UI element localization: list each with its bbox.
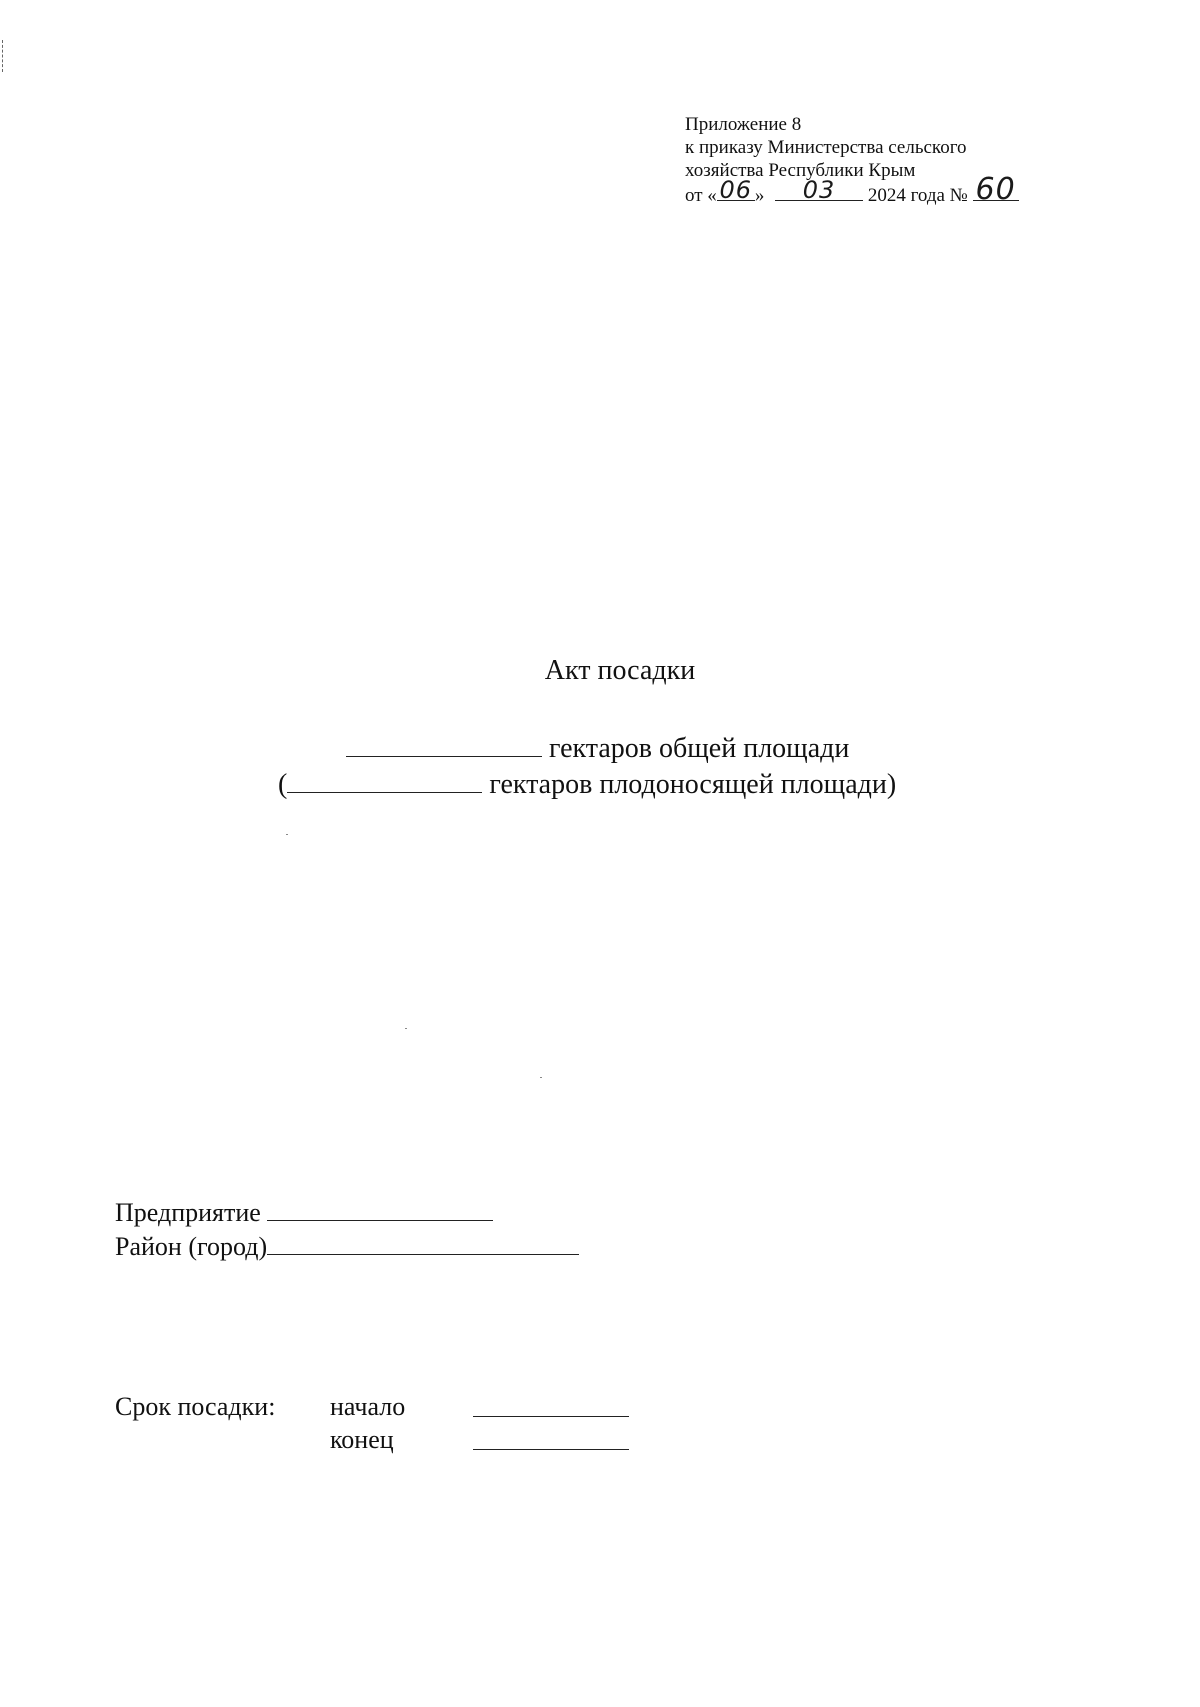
district-label: Район (город) xyxy=(115,1232,268,1261)
planting-end-field xyxy=(473,1425,629,1457)
fruiting-area-line xyxy=(278,766,896,801)
total-area-label: гектаров общей площади xyxy=(549,733,850,764)
year-text: 2024 года № xyxy=(867,185,968,206)
scan-speck xyxy=(286,834,288,835)
document-title: Акт посадки xyxy=(544,655,696,686)
scan-artifact xyxy=(2,40,4,72)
enterprise-blank[interactable] xyxy=(267,1196,493,1221)
district-blank[interactable] xyxy=(267,1230,579,1255)
day-field xyxy=(717,176,755,204)
total-area-line xyxy=(346,730,849,765)
planting-term-label: Срок посадки: xyxy=(115,1392,276,1421)
district-field xyxy=(115,1230,579,1262)
total-area-blank[interactable] xyxy=(346,730,542,757)
planting-start-field xyxy=(473,1392,629,1424)
date-prefix: от « xyxy=(685,185,717,206)
month-field xyxy=(775,176,863,204)
number-handwritten: 60 xyxy=(975,172,1016,207)
fruiting-open-paren: ( xyxy=(278,769,288,800)
fruiting-area-label: гектаров плодоносящей площади) xyxy=(489,769,897,800)
order-date-line xyxy=(685,172,1019,207)
appendix-title: Приложение 8 xyxy=(685,114,802,135)
scan-speck xyxy=(405,1028,407,1029)
planting-end-blank[interactable] xyxy=(473,1425,629,1450)
planting-start-label: начало xyxy=(330,1392,406,1421)
planting-end-label: конец xyxy=(330,1425,394,1454)
fruiting-area-blank[interactable] xyxy=(287,766,482,793)
appendix-header xyxy=(685,113,1019,207)
day-handwritten: 06 xyxy=(719,176,753,204)
quote-close: » xyxy=(754,185,765,206)
order-line-2: хозяйства Республики Крым xyxy=(685,160,916,181)
number-field xyxy=(973,172,1019,207)
scan-speck xyxy=(540,1077,542,1078)
planting-start-blank[interactable] xyxy=(473,1392,629,1417)
order-line-1: к приказу Министерства сельского xyxy=(685,137,967,158)
enterprise-label: Предприятие xyxy=(115,1198,261,1227)
enterprise-field xyxy=(115,1196,493,1228)
month-handwritten: 03 xyxy=(802,176,836,204)
